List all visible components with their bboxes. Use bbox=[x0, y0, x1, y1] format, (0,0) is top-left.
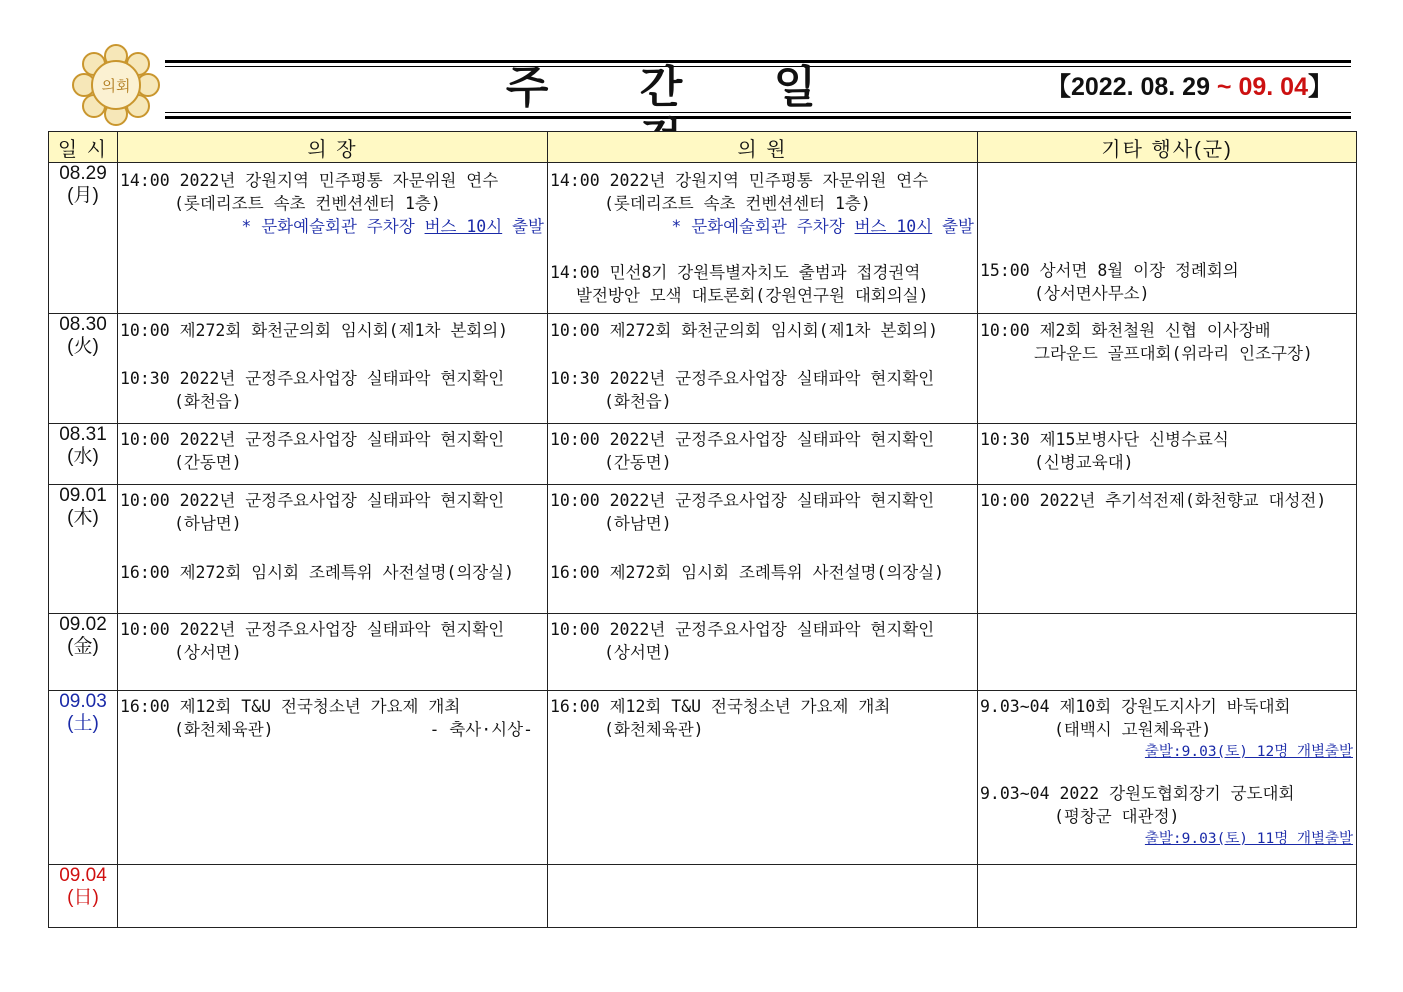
chair-cell bbox=[118, 314, 548, 424]
event-line: 10:30 제15보병사단 신병수료식 bbox=[980, 430, 1229, 449]
table-row bbox=[49, 314, 1357, 424]
event-line: 9.03~04 제10회 강원도지사기 바둑대회 bbox=[980, 697, 1291, 716]
event-location: (롯데리조트 속초 컨벤션센터 1층) bbox=[174, 194, 441, 213]
members-cell bbox=[548, 691, 978, 865]
event-location: (화천읍) bbox=[174, 392, 242, 411]
table-row bbox=[49, 865, 1357, 928]
event-location: (상서면) bbox=[174, 643, 242, 662]
event-note: * 문화예술회관 주차장 버스 10시 출발 bbox=[241, 217, 544, 236]
event-line: 10:00 2022년 추기석전제(화천향교 대성전) bbox=[980, 491, 1327, 510]
event-location: (간동면) bbox=[604, 453, 672, 472]
event-location: (간동면) bbox=[174, 453, 242, 472]
table-row bbox=[49, 163, 1357, 314]
col-header-date: 일 시 bbox=[49, 132, 118, 163]
other-cell bbox=[978, 691, 1357, 865]
col-header-other: 기타 행사(군) bbox=[978, 132, 1357, 163]
date-cell: 09.02 (金) bbox=[49, 614, 118, 691]
event-line: 10:00 제272회 화천군의회 임시회(제1차 본회의) bbox=[120, 321, 509, 340]
table-header-row bbox=[49, 132, 1357, 163]
members-cell bbox=[548, 314, 978, 424]
table-row bbox=[49, 485, 1357, 614]
event-line: 15:00 상서면 8월 이장 정례회의 bbox=[980, 261, 1239, 280]
event-line: 10:00 제2회 화천철원 신협 이사장배 bbox=[980, 321, 1271, 340]
members-cell bbox=[548, 163, 978, 314]
event-line: 16:00 제12회 T&U 전국청소년 가요제 개최 bbox=[550, 697, 891, 716]
col-header-members: 의 원 bbox=[548, 132, 978, 163]
table-row bbox=[49, 424, 1357, 485]
col-header-chair: 의 장 bbox=[118, 132, 548, 163]
event-line: 10:00 2022년 군정주요사업장 실태파악 현지확인 bbox=[120, 491, 505, 510]
event-note: * 문화예술회관 주차장 버스 10시 출발 bbox=[671, 217, 974, 236]
event-line: 10:00 2022년 군정주요사업장 실태파악 현지확인 bbox=[550, 620, 935, 639]
event-line: 14:00 2022년 강원지역 민주평통 자문위원 연수 bbox=[550, 171, 929, 190]
period-range bbox=[1046, 70, 1333, 104]
event-line: 16:00 제12회 T&U 전국청소년 가요제 개최 bbox=[120, 697, 461, 716]
event-location: (화천체육관) bbox=[604, 720, 704, 739]
event-line: 10:30 2022년 군정주요사업장 실태파악 현지확인 bbox=[550, 369, 935, 388]
members-cell bbox=[548, 614, 978, 691]
event-line: 발전방안 모색 대토론회(강원연구원 대회의실) bbox=[576, 286, 929, 305]
chair-cell bbox=[118, 424, 548, 485]
other-cell bbox=[978, 614, 1357, 691]
event-line: 10:00 2022년 군정주요사업장 실태파악 현지확인 bbox=[550, 430, 935, 449]
period-open-bracket: 【 bbox=[1045, 73, 1071, 101]
other-cell bbox=[978, 163, 1357, 314]
event-location: (상서면) bbox=[604, 643, 672, 662]
date-cell: 09.04 (日) bbox=[49, 865, 118, 928]
weekly-schedule-table bbox=[48, 131, 1357, 928]
chair-cell bbox=[118, 614, 548, 691]
event-location: (화천읍) bbox=[604, 392, 672, 411]
date-cell: 08.29 (月) bbox=[49, 163, 118, 314]
page-title: 주 간 일 bbox=[505, 62, 855, 113]
date-cell: 08.30 (火) bbox=[49, 314, 118, 424]
date-cell: 09.03 (土) bbox=[49, 691, 118, 865]
event-line: 10:00 2022년 군정주요사업장 실태파악 현지확인 bbox=[120, 620, 505, 639]
other-cell bbox=[978, 314, 1357, 424]
event-location: (롯데리조트 속초 컨벤션센터 1층) bbox=[604, 194, 871, 213]
event-line: 10:00 2022년 군정주요사업장 실태파악 현지확인 bbox=[120, 430, 505, 449]
event-line: 10:00 제272회 화천군의회 임시회(제1차 본회의) bbox=[550, 321, 939, 340]
event-location: (하남면) bbox=[174, 514, 242, 533]
period-end: 09. 04 bbox=[1238, 73, 1308, 101]
members-cell bbox=[548, 865, 978, 928]
chair-cell bbox=[118, 865, 548, 928]
event-note: - 축사·시상- bbox=[429, 720, 533, 739]
date-cell: 09.01 (木) bbox=[49, 485, 118, 614]
event-location: (신병교육대) bbox=[1034, 453, 1134, 472]
chair-cell bbox=[118, 691, 548, 865]
event-line: 10:00 2022년 군정주요사업장 실태파악 현지확인 bbox=[550, 491, 935, 510]
period-tilde: ~ bbox=[1209, 73, 1239, 101]
departure-note: 출발:9.03(토) 12명 개별출발 bbox=[1144, 744, 1353, 760]
date-cell: 08.31 (水) bbox=[49, 424, 118, 485]
event-line: 14:00 2022년 강원지역 민주평통 자문위원 연수 bbox=[120, 171, 499, 190]
event-line: 16:00 제272회 임시회 조례특위 사전설명(의장실) bbox=[550, 563, 945, 582]
event-line: 16:00 제272회 임시회 조례특위 사전설명(의장실) bbox=[120, 563, 515, 582]
period-start: 2022. 08. 29 bbox=[1070, 73, 1210, 101]
other-cell bbox=[978, 424, 1357, 485]
chair-cell bbox=[118, 485, 548, 614]
svg-text:의회: 의회 bbox=[101, 77, 131, 95]
members-cell bbox=[548, 485, 978, 614]
event-location: (상서면사무소) bbox=[1034, 284, 1150, 303]
event-location: (태백시 고원체육관) bbox=[1054, 720, 1212, 739]
table-row bbox=[49, 691, 1357, 865]
table-row bbox=[49, 614, 1357, 691]
event-line: 9.03~04 2022 강원도협회장기 궁도대회 bbox=[980, 784, 1295, 803]
event-location: (하남면) bbox=[604, 514, 672, 533]
event-location: 그라운드 골프대회(위라리 인조구장) bbox=[1034, 344, 1313, 363]
departure-note: 출발:9.03(토) 11명 개별출발 bbox=[1144, 831, 1353, 847]
event-line: 14:00 민선8기 강원특별자치도 출범과 접경권역 bbox=[550, 263, 921, 282]
event-location: (평창군 대관정) bbox=[1054, 807, 1180, 826]
other-cell bbox=[978, 485, 1357, 614]
period-close-bracket: 】 bbox=[1307, 73, 1333, 101]
other-cell bbox=[978, 865, 1357, 928]
members-cell bbox=[548, 424, 978, 485]
event-line: 10:30 2022년 군정주요사업장 실태파악 현지확인 bbox=[120, 369, 505, 388]
event-location: (화천체육관) bbox=[174, 720, 274, 739]
council-seal-logo bbox=[70, 42, 162, 128]
chair-cell bbox=[118, 163, 548, 314]
